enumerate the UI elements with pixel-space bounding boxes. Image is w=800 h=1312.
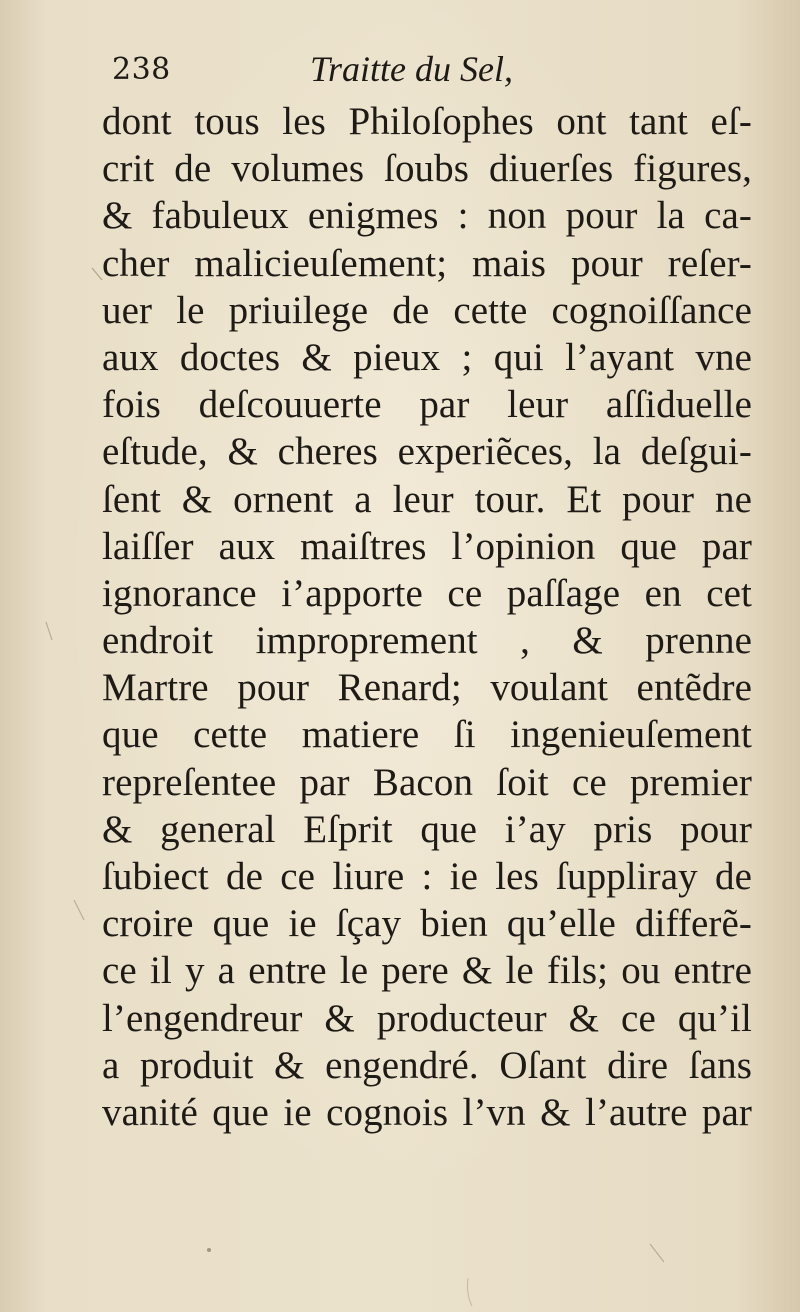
text-line: aux doctes & pieux ; qui l’ayant vne [102,335,752,379]
text-line: crit de volumes ſoubs diuerſes figures, [102,147,752,191]
text-line: & fabuleux enigmes : non pour la ca- [102,194,752,238]
text-line: vanité que ie cognois l’vn & l’autre par [102,1090,752,1134]
text-line: ignorance i’apporte ce paſſage en cet [102,571,752,615]
text-line: Martre pour Renard; voulant entẽdre [102,666,752,710]
running-title: Traitte du Sel, [310,49,514,89]
text-line: croire que ie ſçay bien qu’elle differẽ- [102,902,752,946]
text-line: a produit & engendré. Oſant dire ſans [102,1043,752,1087]
text-line: fois deſcouuerte par leur aſſiduelle [102,383,752,427]
text-line: dont tous les Philoſophes ont tant eſ- [102,100,752,143]
text-line: uer le priuilege de cette cognoiſſance [102,288,752,332]
body-text [102,98,752,1208]
text-line: ce il y a entre le pere & le fils; ou entre [102,949,752,993]
text-line: endroit improprement , & prenne [102,619,752,663]
text-line: ſent & ornent a leur tour. Et pour ne [102,477,752,521]
page-header [112,48,712,98]
page-number: 238 [112,52,171,87]
text-line: eſtude, & cheres experiẽces, la deſgui- [102,430,752,474]
text-line: cher malicieuſement; mais pour reſer- [102,241,752,285]
text-line: laiſſer aux maiſtres l’opinion que par [102,524,752,568]
text-line: ſubiect de ce liure : ie les ſuppliray de [102,855,752,898]
text-line: repreſentee par Bacon ſoit ce premier [102,760,752,804]
text-line: & general Eſprit que i’ay pris pour [102,807,752,851]
text-line: l’engendreur & producteur & ce qu’il [102,996,752,1040]
text-line: que cette matiere ſi ingenieuſement [102,713,752,757]
